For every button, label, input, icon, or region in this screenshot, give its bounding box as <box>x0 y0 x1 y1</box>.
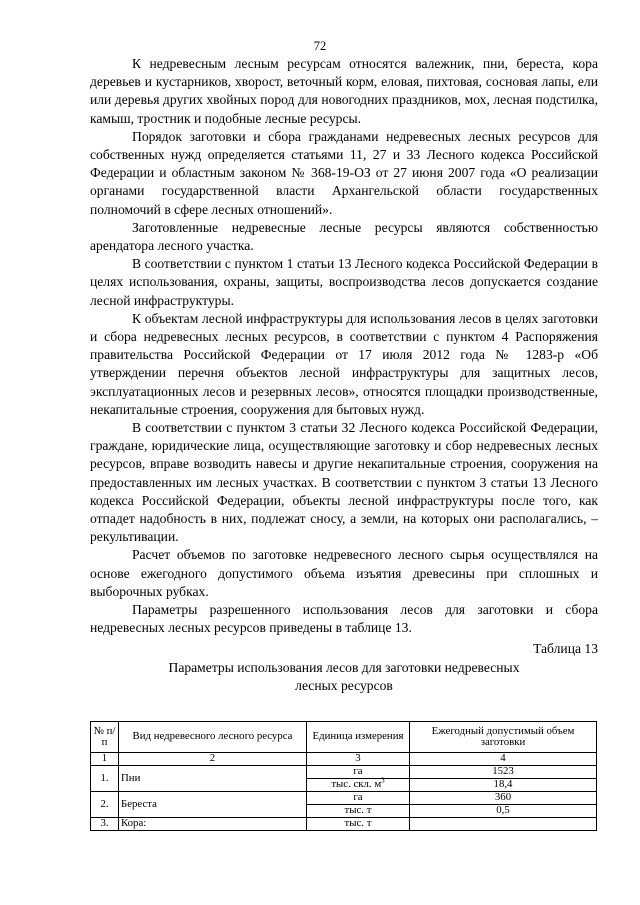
paragraph: К недревесным лесным ресурсам относятся валежник, пни, береста, кора деревьев и кустарников, хворост, веточный корм, еловая, пихтовая, сосновая лапы, ели или деревья других хвойных пород для новогодних праздников, мох, лесная подстилка, камыш, тростник и подобные лесные ресурсы. <box>90 56 598 126</box>
table-row <box>91 766 597 779</box>
paragraph: Расчет объемов по заготовке недревесного лесного сырья осуществлялся на основе ежегодного допустимого объема изъятия древесины при сплошных и выборочных рубках. <box>90 547 598 599</box>
row-value: 18,4 <box>410 779 597 792</box>
paragraph: Заготовленные недревесные лесные ресурсы являются собственностью арендатора лесного участка. <box>90 219 598 254</box>
paragraph: К объектам лесной инфраструктуры для использования лесов в целях заготовки и сбора недревесных лесных ресурсов, в соответствии с пунктом 4 Распоряжения правительства Российской Федерации от 17 июля 2012 года № 1283-р «Об утверждении перечня объектов лесной инфраструктуры для защитных лесов, эксплуатационных лесов и резервных лесов», относятся площадки производственные, некапитальные строения, сооружения для бытовых нужд. <box>90 310 598 417</box>
header-volume: Ежегодный допустимый объем заготовки <box>410 722 597 753</box>
row-unit: тыс. т <box>307 805 410 818</box>
table-header-row <box>91 722 597 753</box>
row-unit: га <box>307 792 410 805</box>
table-title-line: лесных ресурсов <box>295 677 393 693</box>
column-number: 3 <box>307 753 410 766</box>
column-number: 2 <box>119 753 307 766</box>
table-title-line: Параметры использования лесов для заготовки недревесных <box>168 659 520 675</box>
paragraph: Параметры разрешенного использования лесов для заготовки и сбора недревесных лесных ресурсов приведены в таблице 13. <box>90 602 598 636</box>
unit-superscript: 3 <box>381 776 385 785</box>
row-name: Кора: <box>119 818 307 831</box>
paragraph: Порядок заготовки и сбора гражданами недревесных лесных ресурсов для собственных нужд определяется статьями 11, 27 и 33 Лесного кодекса Российской Федерации и областным законом № 368-19-ОЗ от 27 июня 2007 года «О реализации органами государственной власти Архангельской области государственных полномочий в сфере лесных отношений». <box>90 128 598 217</box>
row-name: Пни <box>119 766 307 792</box>
table-title <box>90 659 598 695</box>
row-num: 1. <box>91 766 119 792</box>
table-row <box>91 792 597 805</box>
row-value: 0,5 <box>410 805 597 818</box>
row-unit: тыс. т <box>307 818 410 831</box>
row-name: Береста <box>119 792 307 818</box>
row-value <box>410 818 597 831</box>
column-number: 4 <box>410 753 597 766</box>
paragraph: В соответствии с пунктом 3 статьи 32 Лесного кодекса Российской Федерации, граждане, юридические лица, осуществляющие заготовку и сбор недревесных лесных ресурсов, вправе возводить навесы и другие некапитальные строения, сооружения на предоставленных им лесных участках. В соответствии с пунктом 3 статьи 13 Лесного кодекса Российской Федерации, объекты лесной инфраструктуры после того, как отпадет надобность в них, подлежат сносу, а земли, на которых они располагались, – рекультивации. <box>90 420 598 545</box>
paragraph: В соответствии с пунктом 1 статьи 13 Лесного кодекса Российской Федерации в целях использования, охраны, защиты, воспроизводства лесов допускается создание лесной инфраструктуры. <box>90 256 598 308</box>
row-unit-text: тыс. скл. м <box>331 778 382 791</box>
column-number: 1 <box>91 753 119 766</box>
row-value: 360 <box>410 792 597 805</box>
row-num: 3. <box>91 818 119 831</box>
row-unit: га <box>307 766 410 779</box>
row-num: 2. <box>91 792 119 818</box>
table-row <box>91 818 597 831</box>
table-label: Таблица 13 <box>533 640 598 656</box>
header-num: № п/п <box>91 722 119 753</box>
header-unit: Единица измерения <box>307 722 410 753</box>
row-value: 1523 <box>410 766 597 779</box>
page-number: 72 <box>313 39 327 53</box>
resources-table <box>90 721 597 831</box>
header-kind: Вид недревесного лесного ресурса <box>119 722 307 753</box>
document-body <box>90 55 598 695</box>
column-number-row <box>91 753 597 766</box>
row-unit <box>307 776 410 792</box>
